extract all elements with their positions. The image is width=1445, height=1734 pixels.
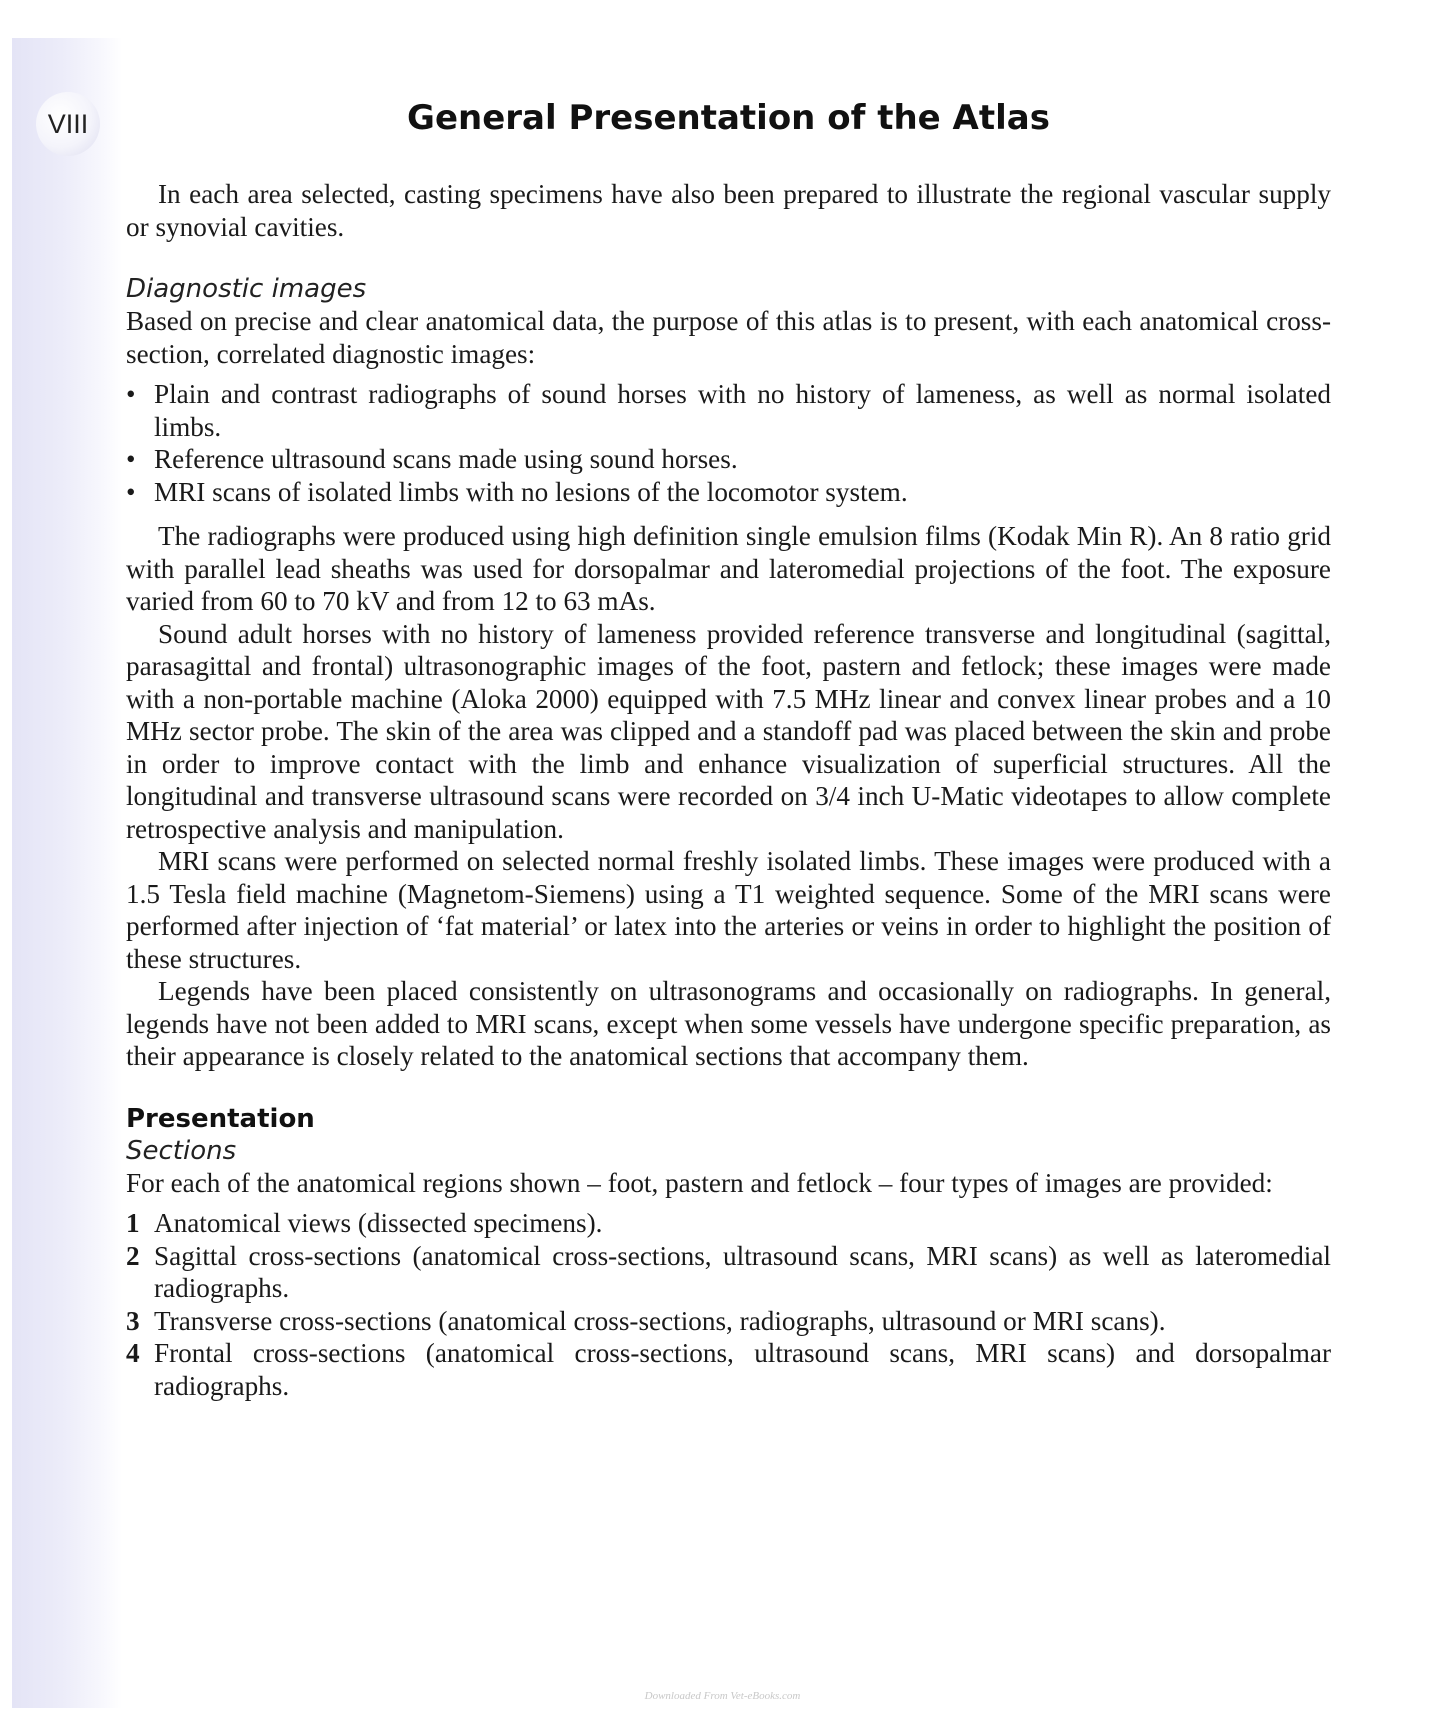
sections-intro-paragraph: For each of the anatomical regions shown – foot, pastern and fetlock – four types of images are provided: xyxy=(126,1167,1273,1198)
bullet-item xyxy=(126,378,1331,443)
ultrasound-paragraph: Sound adult horses with no history of lameness provided reference transverse and longitudinal (sagittal, parasagittal and frontal) ultrasonographic images of the foot, pastern and fetlock; these images were made with a non-portable machine (Aloka 2000) equipped with 7.5 MHz linear and convex linear probes and a 10 MHz sector probe. The skin of the area was clipped and a standoff pad was placed between the skin and probe in order to improve contact with the limb and enhance visualization of superficial structures. All the longitudinal and transverse ultrasound scans were recorded on 3/4 inch U-Matic videotapes to allow complete retrospective analysis and manipulation. xyxy=(126,618,1331,844)
presentation-heading: Presentation xyxy=(126,1103,315,1134)
bullet-icon: • xyxy=(126,379,136,409)
bullet-text: Reference ultrasound scans made using sound horses. xyxy=(154,444,738,474)
item-number: 1 xyxy=(126,1208,140,1238)
numbered-item xyxy=(126,1305,1331,1338)
watermark-footer: Downloaded From Vet-eBooks.com xyxy=(644,1690,801,1702)
sections-heading: Sections xyxy=(126,1135,237,1166)
sections-numbered-list xyxy=(126,1207,1331,1402)
item-text: Transverse cross-sections (anatomical cross-sections, radiographs, ultrasound or MRI scans). xyxy=(154,1305,1166,1336)
item-number: 3 xyxy=(126,1305,140,1336)
radiographs-paragraph: The radiographs were produced using high definition single emulsion films (Kodak Min R). An 8 ratio grid with parallel lead sheaths was used for dorsopalmar and lateromedial projections of the foot. The exposure varied from 60 to 70 kV and from 12 to 63 mAs. xyxy=(126,521,1331,616)
numbered-item xyxy=(126,1337,1331,1402)
item-number: 4 xyxy=(126,1338,140,1368)
legends-paragraph: Legends have been placed consistently on ultrasonograms and occasionally on radiographs. In general, legends have not been added to MRI scans, except when some vessels have undergone specific preparation, as their appearance is closely related to the anatomical sections that accompany them. xyxy=(126,976,1331,1071)
bullet-icon: • xyxy=(126,476,136,507)
intro-paragraph: In each area selected, casting specimens have also been prepared to illustrate the regional vascular supply or synovial cavities. xyxy=(126,179,1331,242)
mri-paragraph: MRI scans were performed on selected normal freshly isolated limbs. These images were produced with a 1.5 Tesla field machine (Magnetom-Siemens) using a T1 weighted sequence. Some of the MRI scans were performed after injection of ‘fat material’ or latex into the arteries or veins in order to highlight the position of these structures. xyxy=(126,846,1331,974)
numbered-item xyxy=(126,1240,1331,1305)
item-text: Frontal cross-sections (anatomical cross-sections, ultrasound scans, MRI scans) and dorsopalmar radiographs. xyxy=(154,1338,1331,1401)
diagnostic-intro-paragraph: Based on precise and clear anatomical data, the purpose of this atlas is to present, with each anatomical cross-section, correlated diagnostic images: xyxy=(126,306,1331,369)
item-text: Anatomical views (dissected specimens). xyxy=(154,1208,603,1238)
page-number: VIII xyxy=(47,108,89,139)
bullet-text: Plain and contrast radiographs of sound horses with no history of lameness, as well as normal isolated limbs. xyxy=(154,379,1331,442)
numbered-item xyxy=(126,1207,1331,1240)
item-number: 2 xyxy=(126,1240,140,1271)
bullet-icon: • xyxy=(126,444,136,474)
diagnostic-bullet-list xyxy=(126,378,1331,508)
item-text: Sagittal cross-sections (anatomical cross-sections, ultrasound scans, MRI scans) as well as lateromedial radiographs. xyxy=(154,1240,1331,1303)
bullet-item xyxy=(126,476,1331,509)
bullet-item xyxy=(126,443,1331,476)
page-body xyxy=(126,178,1331,1402)
page-title: General Presentation of the Atlas xyxy=(407,98,1050,138)
diagnostic-images-heading: Diagnostic images xyxy=(126,274,367,304)
page-number-badge xyxy=(36,92,100,156)
side-margin-band xyxy=(12,38,122,1708)
bullet-text: MRI scans of isolated limbs with no lesions of the locomotor system. xyxy=(154,476,908,507)
